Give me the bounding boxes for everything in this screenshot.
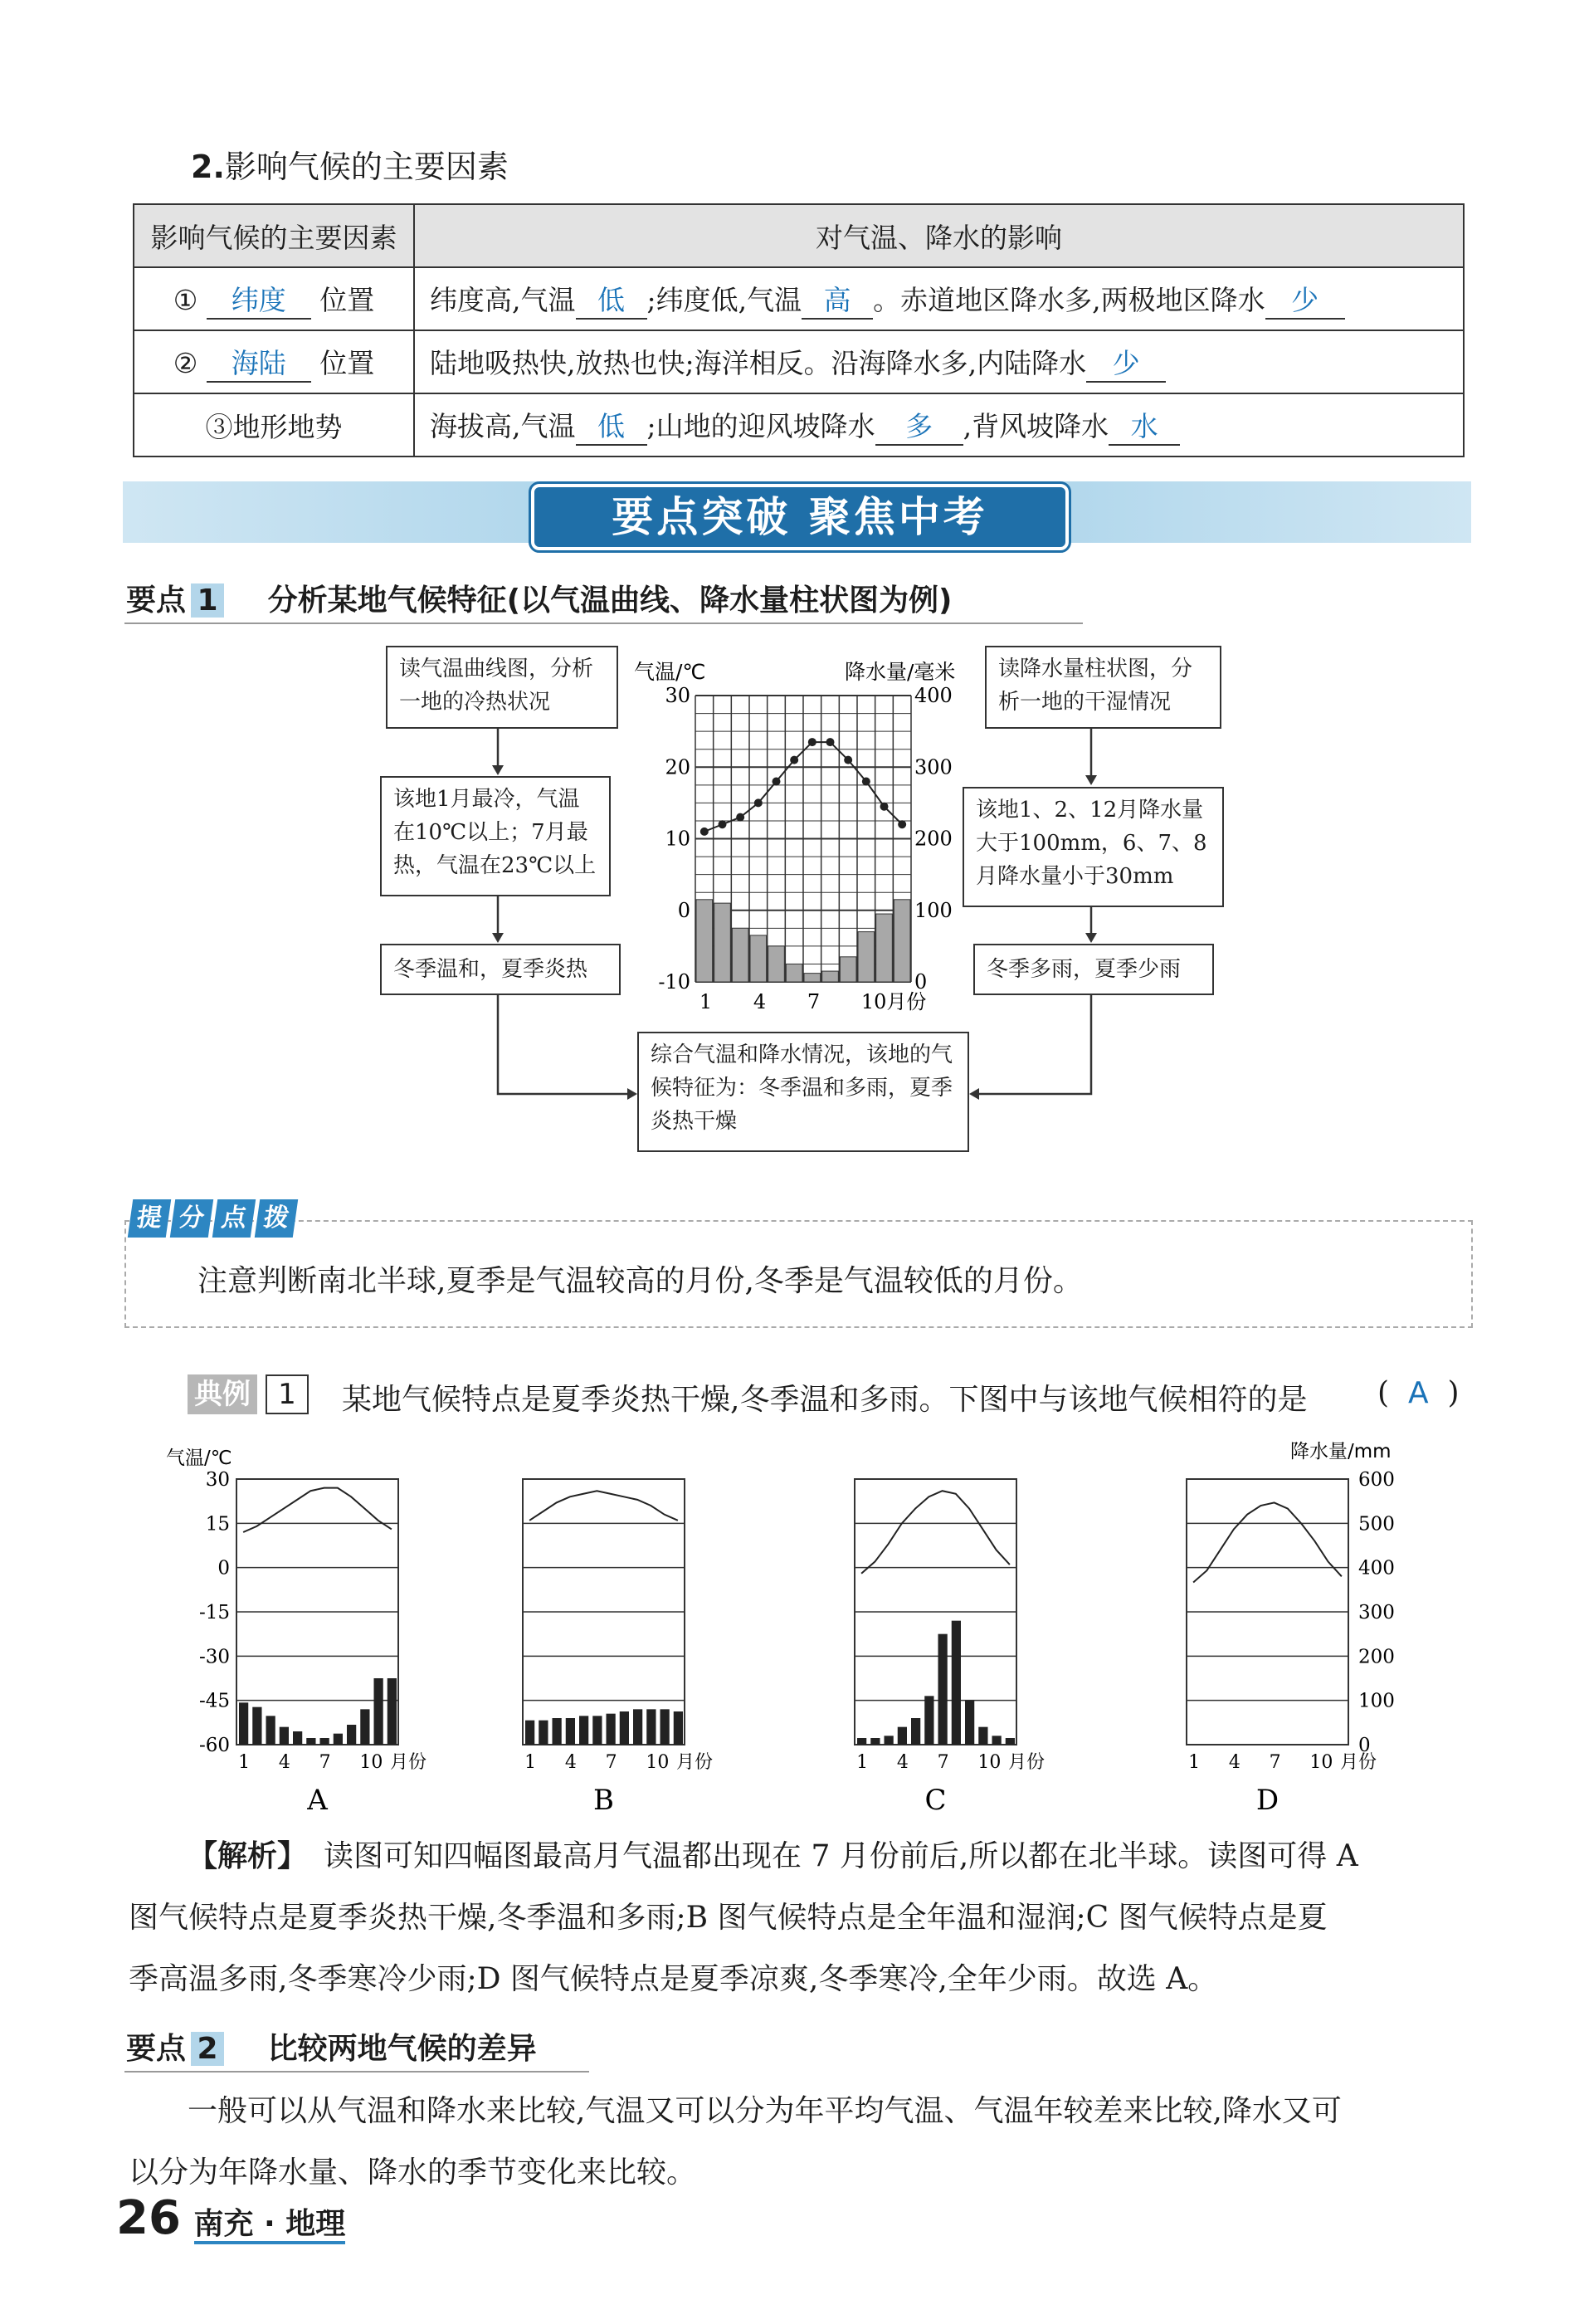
analysis-line-3: 季高温多雨,冬季寒冷少雨;D 图气候特点是夏季凉爽,冬季寒冷,全年少雨。故选 A。 bbox=[129, 1962, 1218, 1996]
precip-bar bbox=[804, 974, 821, 982]
precip-bar bbox=[320, 1738, 329, 1745]
tick-label-x: 4 bbox=[564, 1752, 577, 1773]
tick-label-x: 1 bbox=[1188, 1752, 1201, 1773]
kp2-text-line-1: 一般可以从气温和降水来比较,气温又可以分为年平均气温、气温年较差来比较,降水又可 bbox=[188, 2094, 1342, 2128]
kp2-text-line-2: 以分为年降水量、降水的季节变化来比较。 bbox=[129, 2156, 697, 2190]
precip-bar bbox=[978, 1727, 987, 1745]
tick-label-x: 1 bbox=[699, 990, 713, 1013]
option-label: C bbox=[924, 1784, 947, 1817]
precip-bar bbox=[360, 1709, 369, 1745]
keypoint-label: 要点 bbox=[126, 2032, 187, 2066]
banner-title: 要点突破 聚焦中考 bbox=[531, 484, 1069, 550]
temp-point bbox=[844, 756, 852, 764]
row-suffix: 位置 bbox=[319, 346, 375, 379]
answer-letter: A bbox=[1407, 1376, 1429, 1410]
answer-blank: 低 bbox=[576, 279, 647, 320]
precip-bar bbox=[347, 1725, 356, 1745]
precip-bar bbox=[293, 1731, 302, 1745]
tick-label-x: 4 bbox=[1228, 1752, 1240, 1773]
temp-point bbox=[719, 820, 727, 828]
answer-blank: 纬度 bbox=[207, 279, 311, 320]
axis-label-precip: 降水量/mm bbox=[1290, 1441, 1392, 1462]
precip-bar bbox=[952, 1621, 961, 1745]
row-factor: 地形地势 bbox=[232, 410, 343, 443]
temp-curve bbox=[1193, 1502, 1342, 1582]
answer-blank: 少 bbox=[1086, 342, 1166, 383]
precip-bar bbox=[579, 1716, 588, 1745]
row-text: 。赤道地区降水多,两极地区降水 bbox=[873, 283, 1265, 316]
precip-bar bbox=[592, 1716, 602, 1745]
precip-bar bbox=[876, 914, 893, 982]
precip-bar bbox=[566, 1718, 575, 1745]
tick-label-left: -15 bbox=[198, 1602, 230, 1623]
temp-point bbox=[736, 813, 744, 822]
temp-point bbox=[773, 778, 781, 786]
temp-curve bbox=[529, 1491, 678, 1521]
paren-open: ( bbox=[1377, 1376, 1390, 1410]
tick-label-x: 月份 bbox=[390, 1752, 427, 1773]
paren-close: ) bbox=[1447, 1376, 1460, 1410]
tick-label-x: 4 bbox=[896, 1752, 909, 1773]
option-label: A bbox=[307, 1784, 328, 1817]
tick-label-right: 100 bbox=[914, 898, 953, 922]
precip-bar bbox=[306, 1738, 315, 1745]
temp-point bbox=[880, 803, 889, 811]
keypoint-title: 分析某地气候特征(以气温曲线、降水量柱状图为例) bbox=[267, 583, 953, 618]
tick-label-right: 400 bbox=[1358, 1557, 1395, 1579]
keypoint-label: 要点 bbox=[126, 583, 187, 618]
flow-box-summary: 综合气温和降水情况，该地的气候特征为：冬季温和多雨，夏季炎热干燥 bbox=[637, 1032, 969, 1152]
tick-label-x: 4 bbox=[753, 990, 767, 1013]
tick-label-right: 0 bbox=[1358, 1735, 1371, 1756]
precip-bar bbox=[786, 964, 802, 982]
precip-bar bbox=[768, 946, 785, 982]
tick-label-x: 月份 bbox=[1008, 1752, 1046, 1773]
tick-label-right: 400 bbox=[914, 684, 953, 707]
tick-label-right: 200 bbox=[914, 827, 953, 851]
analysis-label: 【解析】 bbox=[188, 1839, 308, 1873]
temp-curve bbox=[861, 1491, 1010, 1574]
precip-bar bbox=[539, 1721, 548, 1745]
example-tag: 典例 bbox=[188, 1374, 257, 1414]
precip-bar bbox=[992, 1736, 1002, 1745]
answer-blank: 水 bbox=[1109, 405, 1180, 446]
temp-point bbox=[790, 756, 798, 764]
temp-point bbox=[826, 738, 835, 746]
tick-label-x: 10 bbox=[359, 1752, 383, 1773]
precip-bar bbox=[858, 932, 875, 982]
tick-label-x: 10 bbox=[646, 1752, 670, 1773]
tick-label-right: 100 bbox=[1358, 1690, 1395, 1712]
temp-point bbox=[808, 738, 816, 746]
precip-bar bbox=[280, 1727, 289, 1745]
page-number: 26 bbox=[116, 2191, 181, 2245]
answer-blank: 多 bbox=[875, 405, 963, 446]
row-text: 纬度高,气温 bbox=[430, 283, 576, 316]
temp-curve bbox=[243, 1488, 392, 1532]
precip-bar bbox=[938, 1634, 948, 1745]
tick-label-x: 1 bbox=[238, 1752, 251, 1773]
precip-bar bbox=[266, 1716, 275, 1745]
option-label: B bbox=[593, 1784, 614, 1817]
precip-bar bbox=[732, 928, 748, 982]
precip-bar bbox=[553, 1718, 562, 1745]
answer-blank: 高 bbox=[802, 279, 873, 320]
answer-blank: 少 bbox=[1265, 279, 1345, 320]
tip-tag-char: 提 bbox=[128, 1199, 171, 1238]
flow-box-temp-result: 冬季温和，夏季炎热 bbox=[380, 944, 621, 995]
flow-box-precip-detail: 该地1、2、12月降水量大于100mm，6、7、8月降水量小于30mm bbox=[963, 787, 1224, 907]
flow-box-read-precip: 读降水量柱状图，分析一地的干湿情况 bbox=[985, 646, 1221, 729]
temp-point bbox=[700, 828, 709, 836]
keypoint-number: 2 bbox=[191, 2032, 224, 2066]
answer-blank: 低 bbox=[576, 405, 647, 446]
precip-bar bbox=[840, 957, 856, 982]
tip-tag-char: 拨 bbox=[255, 1199, 298, 1238]
precip-bar bbox=[239, 1702, 248, 1745]
tick-label-x: 7 bbox=[319, 1752, 331, 1773]
tick-label-left: -45 bbox=[198, 1690, 230, 1712]
table-header-effect: 对气温、降水的影响 bbox=[414, 204, 1464, 267]
tick-label-x: 7 bbox=[1269, 1752, 1281, 1773]
flow-box-temp-detail: 该地1月最冷，气温在10℃以上；7月最热，气温在23℃以上 bbox=[380, 776, 611, 896]
example-question: 某地气候特点是夏季炎热干燥,冬季温和多雨。下图中与该地气候相符的是 bbox=[342, 1383, 1308, 1417]
row-text: ;山地的迎风坡降水 bbox=[646, 409, 875, 442]
divider bbox=[124, 2071, 589, 2073]
tick-label-right: 500 bbox=[1358, 1513, 1395, 1536]
tick-label-x: 10 bbox=[1309, 1752, 1333, 1773]
tick-label-left: -60 bbox=[198, 1735, 230, 1756]
precip-bar bbox=[674, 1711, 683, 1745]
tick-label-x: 1 bbox=[524, 1752, 537, 1773]
option-charts bbox=[166, 1436, 1444, 1826]
tip-text: 注意判断南北半球,夏季是气温较高的月份,冬季是气温较低的月份。 bbox=[197, 1264, 1083, 1298]
precip-bar bbox=[374, 1678, 383, 1745]
precip-bar bbox=[696, 900, 713, 982]
precip-bar bbox=[870, 1738, 880, 1745]
precip-bar bbox=[334, 1734, 343, 1745]
axis-label-temp: 气温/℃ bbox=[634, 660, 706, 684]
precip-bar bbox=[633, 1709, 642, 1745]
keypoint-number: 1 bbox=[191, 583, 224, 618]
precip-bar bbox=[898, 1727, 907, 1745]
temp-point bbox=[862, 778, 870, 786]
row-text: ,背风坡降水 bbox=[963, 409, 1109, 442]
temp-point bbox=[754, 798, 763, 807]
tick-label-x: 7 bbox=[605, 1752, 617, 1773]
precip-bar bbox=[620, 1711, 629, 1745]
precip-bar bbox=[388, 1678, 397, 1745]
flow-box-read-temp: 读气温曲线图，分析一地的冷热状况 bbox=[386, 646, 618, 729]
tick-label-x: 7 bbox=[937, 1752, 949, 1773]
tick-label-x: 10月份 bbox=[860, 990, 927, 1013]
tick-label-left: 0 bbox=[217, 1557, 230, 1579]
analysis-line-1 bbox=[188, 1826, 1358, 1887]
climate-chart-main bbox=[631, 656, 979, 1021]
tick-label-right: 300 bbox=[914, 755, 953, 779]
tick-label-x: 4 bbox=[278, 1752, 290, 1773]
tick-label-x: 1 bbox=[856, 1752, 869, 1773]
row-text: 陆地吸热快,放热也快;海洋相反。沿海降水多,内陆降水 bbox=[430, 346, 1087, 379]
tick-label-left: -30 bbox=[198, 1646, 230, 1668]
book-title: 南充 · 地理 bbox=[194, 2207, 346, 2244]
precip-bar bbox=[1006, 1738, 1015, 1745]
precip-bar bbox=[911, 1718, 920, 1745]
tick-label-left: 20 bbox=[665, 755, 690, 779]
keypoint-2-heading bbox=[126, 2025, 537, 2068]
axis-label-temp: 气温/℃ bbox=[166, 1448, 232, 1469]
tick-label-left: 30 bbox=[205, 1469, 230, 1491]
keypoint-title: 比较两地气候的差异 bbox=[267, 2032, 537, 2066]
precip-bar bbox=[822, 971, 839, 982]
option-label: D bbox=[1255, 1784, 1279, 1817]
flow-box-precip-result: 冬季多雨，夏季少雨 bbox=[973, 944, 1214, 995]
tick-label-left: 15 bbox=[205, 1513, 230, 1536]
row-marker: ② bbox=[173, 346, 198, 379]
precip-bar bbox=[885, 1736, 894, 1745]
row-text: 海拔高,气温 bbox=[430, 409, 576, 442]
temp-point bbox=[898, 820, 906, 828]
section-title: 2.影响气候的主要因素 bbox=[191, 149, 509, 185]
precip-bar bbox=[660, 1709, 670, 1745]
example-number: 1 bbox=[266, 1374, 309, 1414]
precip-bar bbox=[252, 1707, 261, 1745]
row-suffix: 位置 bbox=[319, 283, 375, 316]
tick-label-right: 0 bbox=[914, 970, 928, 994]
tick-label-left: -10 bbox=[658, 970, 690, 994]
tick-label-left: 0 bbox=[677, 898, 690, 922]
precip-bar bbox=[714, 903, 731, 982]
precip-bar bbox=[924, 1696, 933, 1745]
precip-bar bbox=[857, 1738, 866, 1745]
row-text: ;纬度低,气温 bbox=[646, 283, 802, 316]
tick-label-right: 300 bbox=[1358, 1602, 1395, 1623]
tick-label-right: 200 bbox=[1358, 1646, 1395, 1668]
precip-bar bbox=[750, 935, 767, 982]
tip-tag bbox=[130, 1199, 300, 1238]
precip-bar bbox=[965, 1701, 974, 1745]
tick-label-right: 600 bbox=[1358, 1469, 1395, 1491]
row-marker: ① bbox=[173, 283, 198, 316]
tip-tag-char: 分 bbox=[170, 1199, 213, 1238]
table-header-factor: 影响气候的主要因素 bbox=[134, 204, 414, 267]
analysis-text: 读图可知四幅图最高月气温都出现在 7 月份前后,所以都在北半球。读图可得 A bbox=[324, 1839, 1358, 1873]
analysis-line-2: 图气候特点是夏季炎热干燥,冬季温和多雨;B 图气候特点是全年温和湿润;C 图气候特点是夏 bbox=[129, 1901, 1328, 1935]
tick-label-left: 10 bbox=[665, 827, 690, 851]
tick-label-x: 10 bbox=[977, 1752, 1002, 1773]
precip-bar bbox=[607, 1714, 616, 1745]
precip-bar bbox=[646, 1709, 656, 1745]
page-footer bbox=[116, 2191, 345, 2245]
tick-label-x: 月份 bbox=[1340, 1752, 1377, 1773]
example-answer bbox=[1377, 1376, 1460, 1410]
precip-bar bbox=[894, 900, 910, 982]
tick-label-x: 7 bbox=[807, 990, 821, 1013]
answer-blank: 海陆 bbox=[207, 342, 311, 383]
tip-tag-char: 点 bbox=[212, 1199, 256, 1238]
row-marker: ③ bbox=[205, 410, 233, 443]
axis-label-precip: 降水量/毫米 bbox=[845, 660, 956, 684]
tick-label-left: 30 bbox=[665, 684, 690, 707]
tick-label-x: 月份 bbox=[676, 1752, 714, 1773]
precip-bar bbox=[525, 1721, 534, 1745]
